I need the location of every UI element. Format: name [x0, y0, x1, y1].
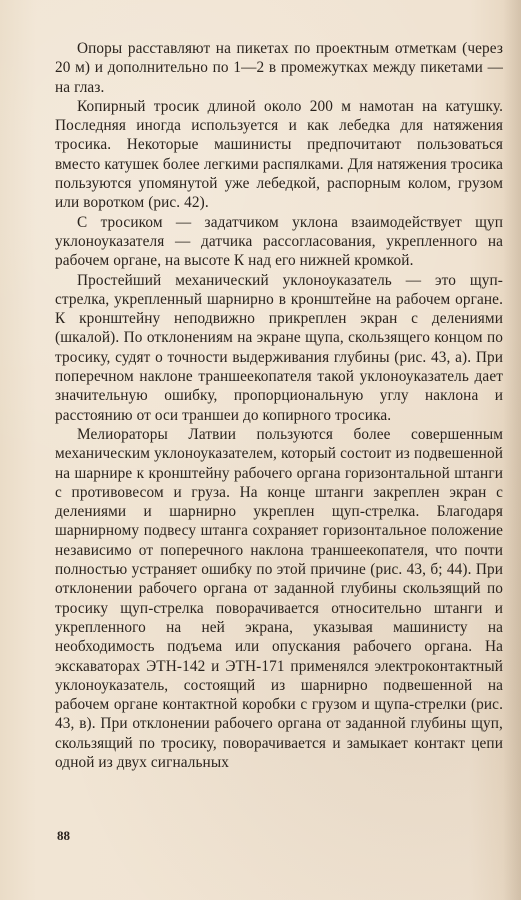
paragraph: Простейший механический уклоноуказатель — это щуп-стрелка, укрепленный шарнирно в кронштейне на рабочем органе. К кронштейну неподвижно прикреплен экран с делениями (шкалой). По отклонениям на экране щупа, скользящего концом по тросику, судят о точности выдерживания глубины (рис. 43, а). При поперечном наклоне траншеекопателя такой уклоноуказатель дает значительную ошибку, пропорциональную углу наклона и расстоянию от оси траншеи до копирного тросика. [55, 271, 503, 424]
paragraph: Опоры расставляют на пикетах по проектным отметкам (через 20 м) и дополнительно по 1—2 в промежутках между пикетами — на глаз. [55, 40, 503, 96]
page-edge-shadow [503, 0, 521, 900]
paragraph: Копирный тросик длиной около 200 м намотан на катушку. Последняя иногда используется и как лебедка для натяжения тросика. Некоторые машинисты предпочитают пользоваться вместо катушек более легкими распялками. Для натяжения тросика пользуются упомянутой уже лебедкой, распорным колом, грузом или воротком (рис. 42). [55, 97, 503, 212]
paragraph: С тросиком — задатчиком уклона взаимодействует щуп уклоноуказателя — датчика рассогласования, укрепленного на рабочем органе, на высоте К над его нижней кромкой. [55, 213, 503, 270]
body-text [55, 39, 503, 772]
page-number: 88 [57, 828, 70, 843]
paragraph: Мелиораторы Латвии пользуются более совершенным механическим уклоноуказателем, который состоит из подвешенной на шарнире к кронштейну рабочего органа горизонтальной штанги с противовесом и груза. На конце штанги закреплен экран с делениями и шарнирно укреплен щуп-стрелка. Благодаря шарнирному подвесу штанга сохраняет горизонтальное положение независимо от поперечного наклона траншеекопателя, что почти полностью устраняет ошибку по этой причине (рис. 43, б; 44). При отклонении рабочего органа от заданной глубины скользящий по тросику щуп-стрелка поворачивается относительно штанги и укрепленного на ней экрана, указывая машинисту на необходимость подъема или опускания рабочего органа. На экскаваторах ЭТН-142 и ЭТН-171 применялся электроконтактный уклоноуказатель, состоящий из шарнирно подвешенной на рабочем органе контактной коробки с грузом и щупа-стрелки (рис. 43, в). При отклонении рабочего органа от заданной глубины щуп, скользящий по тросику, поворачивается и замыкает контакт цепи одной из двух сигнальных [55, 425, 503, 771]
